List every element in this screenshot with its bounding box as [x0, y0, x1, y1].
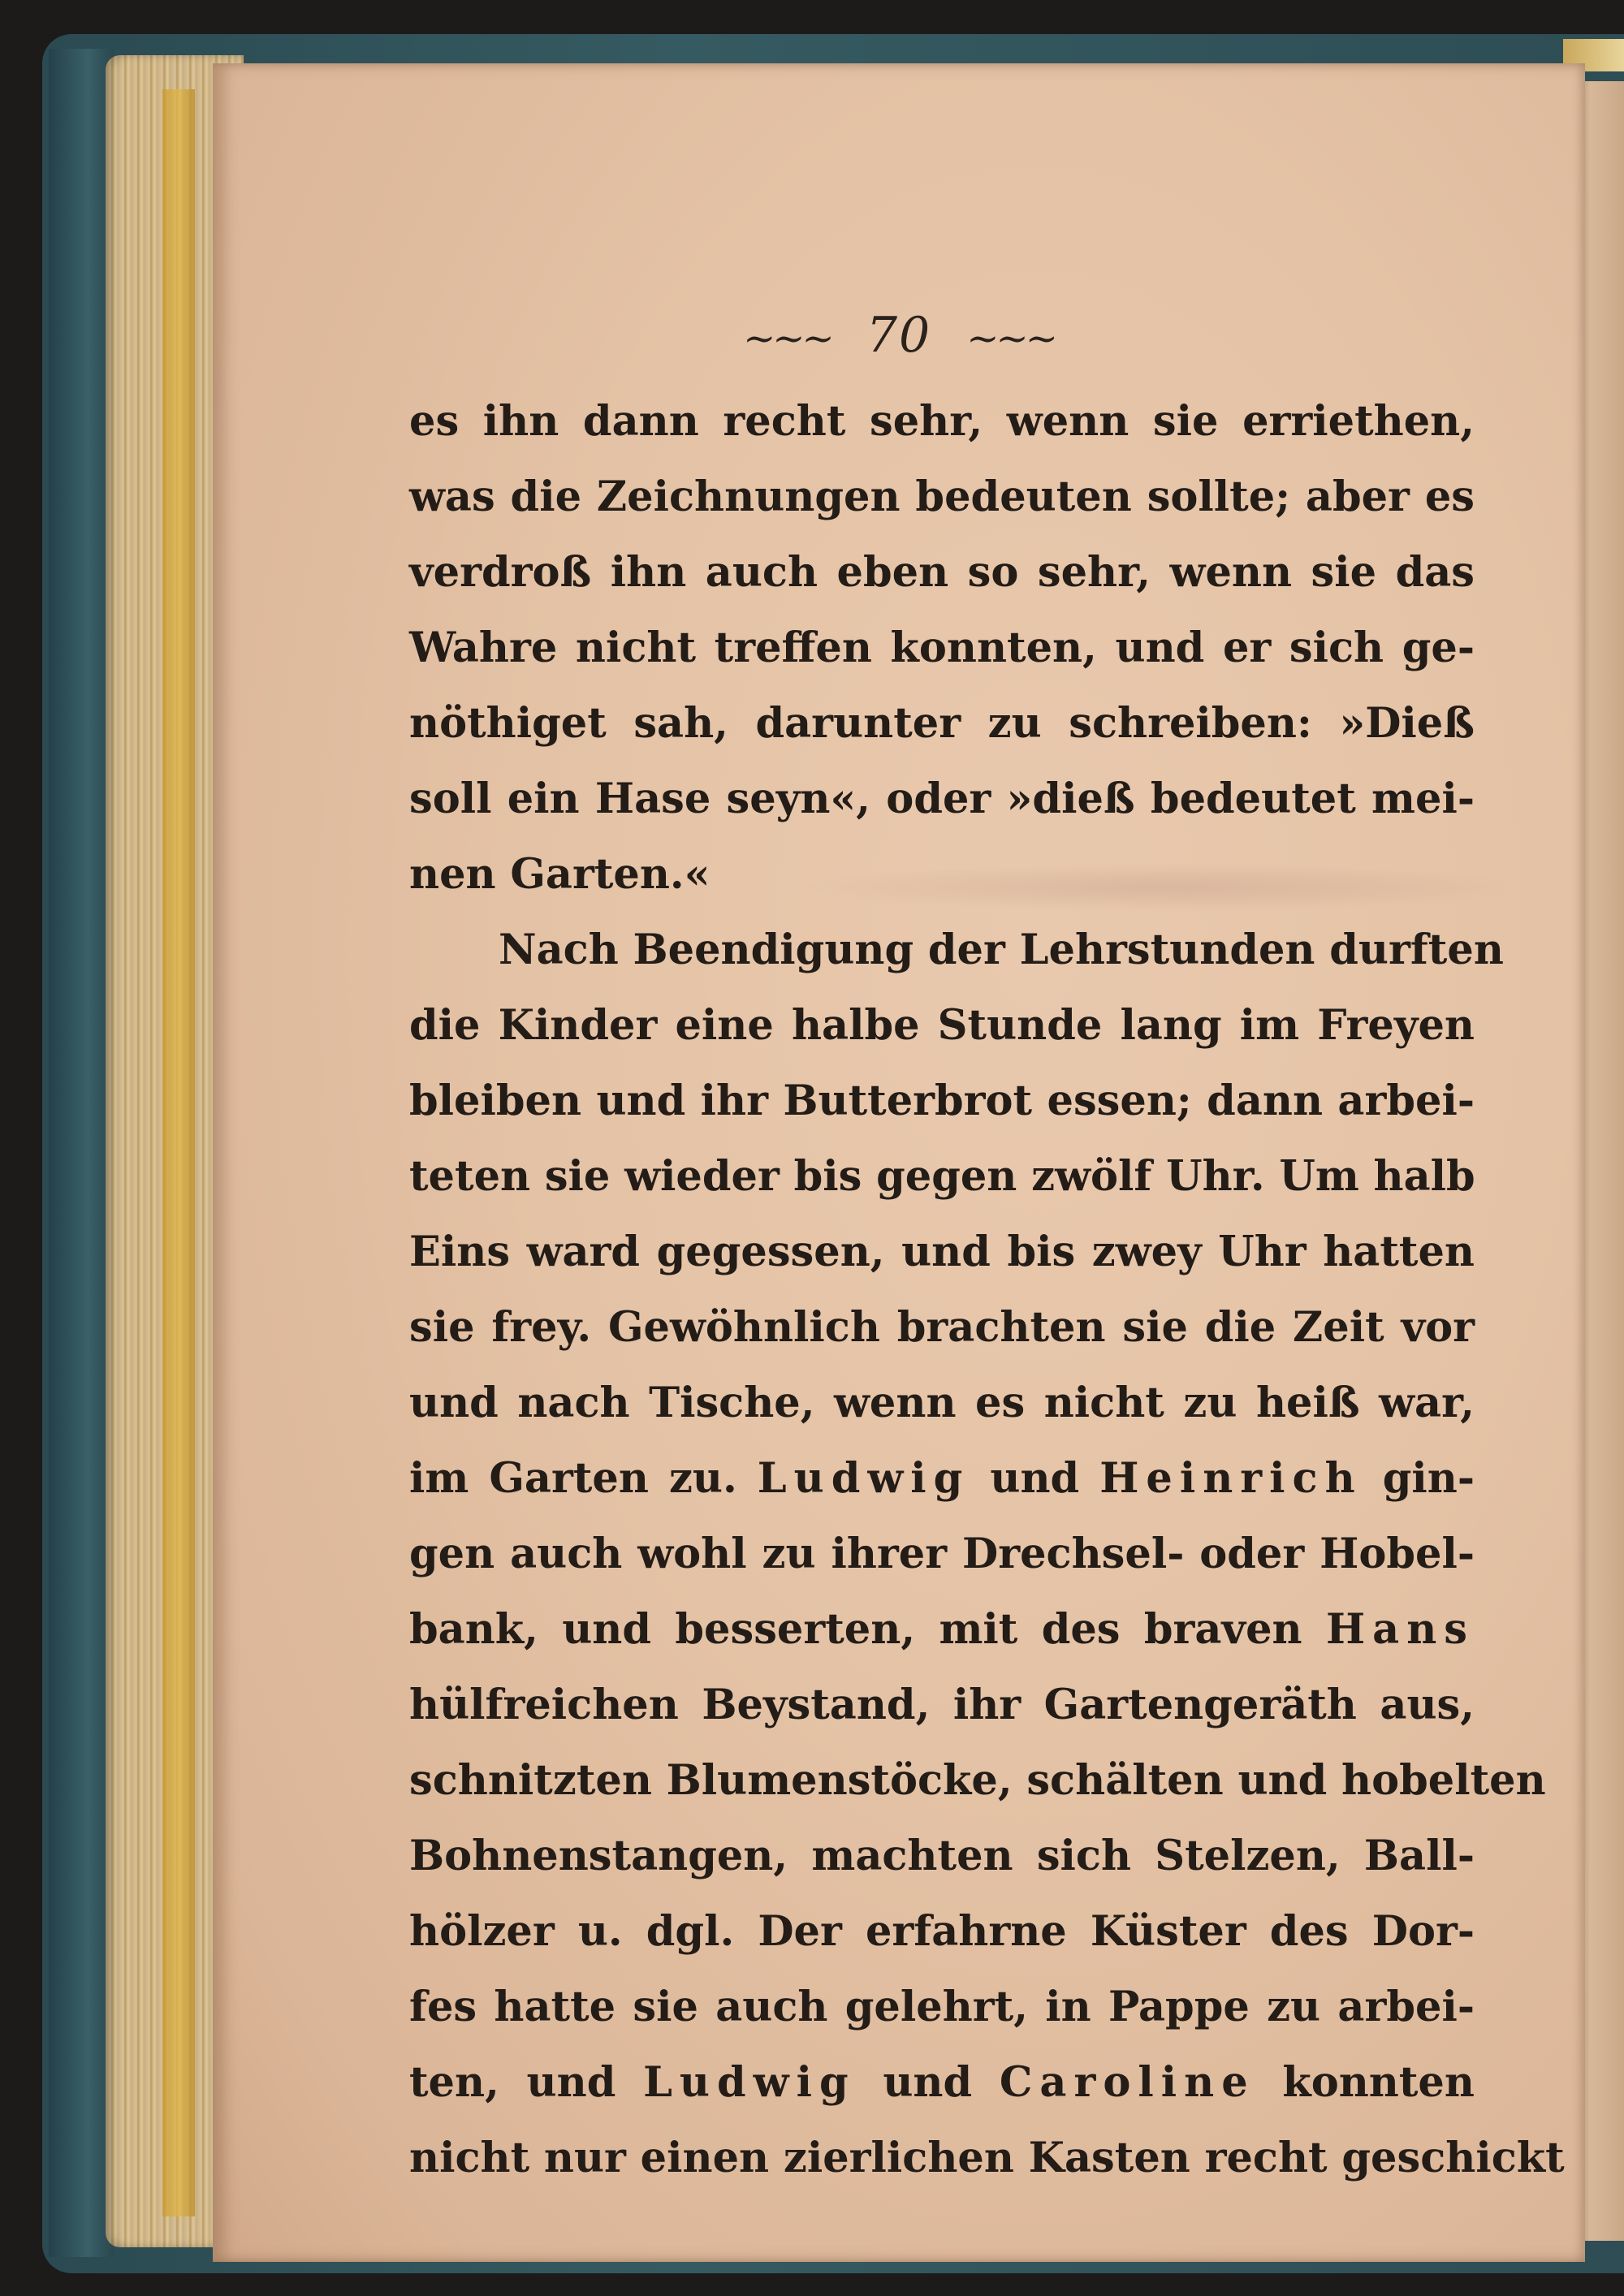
text-fragment: ten, und — [409, 2058, 616, 2107]
text-line: verdroß ihn auch eben so sehr, wenn sie das — [409, 548, 1475, 597]
text-line: Eins ward gegessen, und bis zwey Uhr hatten — [409, 1228, 1475, 1276]
text-line: fes hatte sie auch gelehrt, in Pappe zu arbei- — [409, 1983, 1475, 2031]
text-fragment: und — [990, 1454, 1080, 1503]
name-spaced: Caroline — [999, 2058, 1255, 2107]
text-line-names — [409, 2045, 1475, 2121]
text-line: hülfreichen Beystand, ihr Gartengeräth aus, — [409, 1681, 1475, 1729]
header-ornament-left: ~~~ — [743, 316, 831, 362]
text-fragment: und — [883, 2058, 973, 2107]
page-text — [409, 384, 1565, 2196]
name-spaced: Ludwig — [643, 2058, 856, 2107]
text-line: Bohnenstangen, machten sich Stelzen, Ball- — [409, 1832, 1475, 1880]
text-line: nicht nur einen zierlichen Kasten recht geschickt — [409, 2134, 1565, 2182]
text-line: gen auch wohl zu ihrer Drechsel- oder Hobel- — [409, 1530, 1475, 1578]
text-line: bleiben und ihr Butterbrot essen; dann arbei- — [409, 1077, 1475, 1125]
text-fragment: gin- — [1382, 1454, 1475, 1503]
text-fragment: im Garten zu. — [409, 1454, 737, 1503]
text-fragment: bank, und besserten, mit des braven — [409, 1605, 1302, 1654]
text-line-names — [409, 1592, 1475, 1668]
page-header — [213, 307, 1585, 364]
text-line: Nach Beendigung der Lehrstunden durften — [499, 926, 1504, 974]
text-line: schnitzten Blumenstöcke, schälten und hobelten — [409, 1756, 1546, 1805]
text-line: nöthiget sah, darunter zu schreiben: »Dieß — [409, 699, 1475, 748]
text-line: teten sie wieder bis gegen zwölf Uhr. Um halb — [409, 1152, 1475, 1201]
text-line: soll ein Hase seyn«, oder »dieß bedeutet mei- — [409, 775, 1475, 823]
text-line: es ihn dann recht sehr, wenn sie erriethen, — [409, 397, 1475, 446]
name-spaced: Hans — [1325, 1605, 1475, 1654]
text-line: sie frey. Gewöhnlich brachten sie die Zeit vor — [409, 1303, 1475, 1352]
text-line: die Kinder eine halbe Stunde lang im Freyen — [409, 1001, 1475, 1050]
cover-spine — [49, 49, 114, 2257]
page-number: 70 — [866, 307, 932, 364]
text-line: nen Garten.« — [409, 850, 710, 899]
name-spaced: Ludwig — [757, 1454, 970, 1503]
text-line-names — [409, 1441, 1475, 1517]
book-page — [213, 63, 1585, 2262]
text-line: hölzer u. dgl. Der erfahrne Küster des Dor- — [409, 1907, 1475, 1956]
text-line: und nach Tische, wenn es nicht zu heiß war, — [409, 1379, 1475, 1427]
name-spaced: Heinrich — [1099, 1454, 1363, 1503]
gilt-edge — [162, 89, 195, 2216]
text-line: was die Zeichnungen bedeuten sollte; aber es — [409, 473, 1475, 521]
text-fragment: konnten — [1282, 2058, 1475, 2107]
header-ornament-right: ~~~ — [966, 316, 1055, 362]
text-line: Wahre nicht treffen konnten, und er sich ge- — [409, 624, 1475, 672]
